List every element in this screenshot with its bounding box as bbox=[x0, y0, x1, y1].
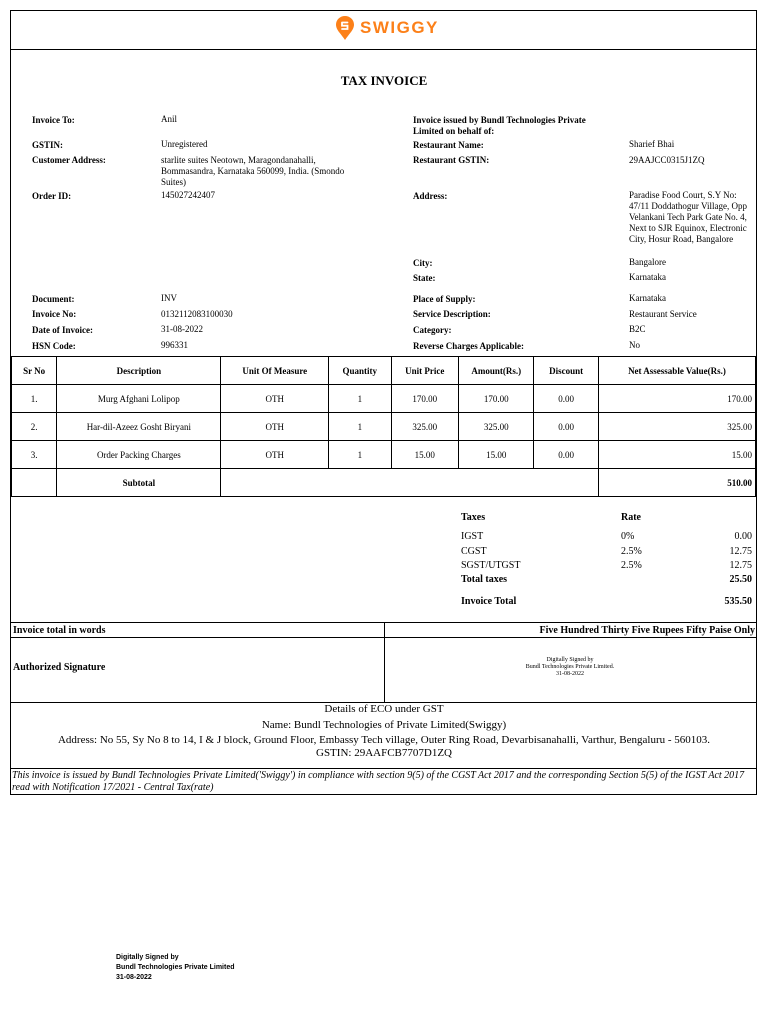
cell-unit: OTH bbox=[221, 385, 329, 413]
footer-sign-line-3: 31-08-2022 bbox=[116, 974, 152, 981]
table-row bbox=[12, 413, 756, 441]
left-label-2: Customer Address: bbox=[32, 155, 106, 165]
cell-description: Murg Afghani Lolipop bbox=[57, 385, 221, 413]
left-value-1: Unregistered bbox=[161, 139, 208, 149]
subtotal-empty bbox=[221, 469, 599, 497]
left-label-4: Document: bbox=[32, 294, 75, 304]
cell-description: Order Packing Charges bbox=[57, 441, 221, 469]
subtotal-row bbox=[12, 469, 756, 497]
header-net-value: Net Assessable Value(Rs.) bbox=[598, 357, 755, 385]
right-label-5: State: bbox=[413, 273, 436, 283]
footer-signature bbox=[116, 953, 235, 983]
words-label: Invoice total in words bbox=[13, 625, 106, 636]
table-row bbox=[12, 441, 756, 469]
right-value-6: Karnataka bbox=[629, 293, 666, 303]
tax-name-cgst: CGST bbox=[461, 546, 487, 557]
cell-net-value: 15.00 bbox=[598, 441, 755, 469]
invoice-total-label: Invoice Total bbox=[461, 596, 517, 607]
tax-rate-sgst: 2.5% bbox=[621, 560, 642, 571]
right-label-6: Place of Supply: bbox=[413, 294, 476, 304]
eco-name: Name: Bundl Technologies of Private Limited(Swiggy) bbox=[261, 719, 507, 731]
cell-sr-no: 2. bbox=[12, 413, 57, 441]
table-header-row bbox=[12, 357, 756, 385]
right-label-4: City: bbox=[413, 258, 433, 268]
right-label-7: Service Description: bbox=[413, 309, 491, 319]
tax-amount-igst: 0.00 bbox=[734, 531, 752, 542]
cell-net-value: 325.00 bbox=[598, 413, 755, 441]
brand-name: SWIGGY bbox=[360, 18, 439, 37]
right-value-2: 29AAJCC0315J1ZQ bbox=[629, 155, 705, 165]
left-value-7: 996331 bbox=[161, 340, 188, 350]
cell-amount: 15.00 bbox=[458, 441, 534, 469]
cell-net-value: 170.00 bbox=[598, 385, 755, 413]
left-value-4: INV bbox=[161, 293, 177, 303]
signature-stamp bbox=[490, 657, 650, 678]
cell-unit: OTH bbox=[221, 413, 329, 441]
tax-rate-cgst: 2.5% bbox=[621, 546, 642, 557]
right-value-4: Bangalore bbox=[629, 257, 666, 267]
header-unit: Unit Of Measure bbox=[221, 357, 329, 385]
cell-unit-price: 15.00 bbox=[391, 441, 458, 469]
header-amount: Amount(Rs.) bbox=[458, 357, 534, 385]
cell-amount: 325.00 bbox=[458, 413, 534, 441]
header-description: Description bbox=[57, 357, 221, 385]
table-row bbox=[12, 385, 756, 413]
disclaimer-text: This invoice is issued by Bundl Technologies Private Limited('Swiggy') in compliance with section 9(5) of the CGST Act 2017 and the corresponding Section 5(5) of the IGST Act 2017 read with Notification 17/2021 - Central Tax(rate) bbox=[12, 770, 745, 793]
total-taxes-value: 25.50 bbox=[729, 574, 752, 585]
right-label-0: Invoice issued by Bundl Technologies Private Limited on behalf of: bbox=[413, 115, 586, 136]
header-quantity: Quantity bbox=[329, 357, 391, 385]
right-value-9: No bbox=[629, 340, 640, 350]
tax-amount-sgst: 12.75 bbox=[729, 560, 752, 571]
footer-sign-line-1: Digitally Signed by bbox=[116, 954, 179, 961]
right-label-3: Address: bbox=[413, 191, 448, 201]
invoice-title: TAX INVOICE bbox=[340, 73, 428, 88]
signature-line-3: 31-08-2022 bbox=[556, 671, 584, 677]
header-discount: Discount bbox=[534, 357, 598, 385]
subtotal-value: 510.00 bbox=[598, 469, 755, 497]
cell-quantity: 1 bbox=[329, 385, 391, 413]
left-label-7: HSN Code: bbox=[32, 341, 76, 351]
tax-name-igst: IGST bbox=[461, 531, 484, 542]
eco-gstin: GSTIN: 29AAFCB7707D1ZQ bbox=[316, 747, 452, 759]
cell-unit-price: 325.00 bbox=[391, 413, 458, 441]
total-taxes-label: Total taxes bbox=[461, 574, 508, 585]
invoice-total-value: 535.50 bbox=[724, 596, 752, 607]
right-value-5: Karnataka bbox=[629, 272, 666, 282]
cell-unit-price: 170.00 bbox=[391, 385, 458, 413]
cell-discount: 0.00 bbox=[534, 441, 598, 469]
header-sr-no: Sr No bbox=[12, 357, 57, 385]
words-value: Five Hundred Thirty Five Rupees Fifty Paise Only bbox=[539, 625, 755, 636]
signature-line-1: Digitally Signed by bbox=[546, 657, 594, 663]
right-value-3: Paradise Food Court, S.Y No: 47/11 Doddathogur Village, Opp Velankani Tech Park Gate No. 4, Next to SJR Equinox, Electronic City, Hosur Road, Bangalore bbox=[629, 190, 747, 244]
tax-amount-cgst: 12.75 bbox=[729, 546, 752, 557]
cell-quantity: 1 bbox=[329, 441, 391, 469]
footer-sign-line-2: Bundl Technologies Private Limited bbox=[116, 964, 235, 971]
authorized-signature-label: Authorized Signature bbox=[13, 662, 106, 673]
left-value-6: 31-08-2022 bbox=[161, 324, 203, 334]
left-value-0: Anil bbox=[161, 114, 178, 124]
left-label-0: Invoice To: bbox=[32, 115, 75, 125]
words-center-divider bbox=[384, 622, 385, 702]
logo-divider bbox=[10, 49, 757, 50]
cell-amount: 170.00 bbox=[458, 385, 534, 413]
cell-sr-no: 1. bbox=[12, 385, 57, 413]
cell-discount: 0.00 bbox=[534, 413, 598, 441]
eco-address: Address: No 55, Sy No 8 to 14, I & J block, Ground Floor, Embassy Tech village, Outer Ring Road, Devarbisanahalli, Varthur, Bengaluru - 560103. bbox=[57, 734, 711, 746]
tax-name-sgst: SGST/UTGST bbox=[461, 560, 521, 571]
subtotal-spacer bbox=[12, 469, 57, 497]
left-value-5: 0132112083100030 bbox=[161, 309, 233, 319]
left-value-2: starlite suites Neotown, Maragondanahalli, Bommasandra, Karnataka 560099, India. (Smondo Suites) bbox=[161, 155, 345, 187]
right-value-1: Sharief Bhai bbox=[629, 139, 675, 149]
signature-line-2: Bundl Technologies Private Limited. bbox=[525, 664, 615, 670]
cell-discount: 0.00 bbox=[534, 385, 598, 413]
taxes-header-rate: Rate bbox=[621, 512, 641, 523]
swiggy-pin-icon bbox=[336, 16, 354, 40]
left-label-1: GSTIN: bbox=[32, 140, 64, 150]
left-label-5: Invoice No: bbox=[32, 309, 77, 319]
right-value-8: B2C bbox=[629, 324, 646, 334]
cell-sr-no: 3. bbox=[12, 441, 57, 469]
eco-heading: Details of ECO under GST bbox=[324, 703, 444, 715]
swiggy-logo bbox=[336, 16, 439, 40]
left-label-6: Date of Invoice: bbox=[32, 325, 93, 335]
tax-rate-igst: 0% bbox=[621, 531, 635, 542]
right-value-7: Restaurant Service bbox=[629, 309, 697, 319]
right-label-1: Restaurant Name: bbox=[413, 140, 484, 150]
taxes-header-label: Taxes bbox=[461, 512, 486, 523]
cell-quantity: 1 bbox=[329, 413, 391, 441]
subtotal-label: Subtotal bbox=[57, 469, 221, 497]
cell-description: Har-dil-Azeez Gosht Biryani bbox=[57, 413, 221, 441]
right-label-9: Reverse Charges Applicable: bbox=[413, 341, 524, 351]
items-table bbox=[11, 356, 756, 497]
disclaimer-top-divider bbox=[10, 768, 757, 769]
cell-unit: OTH bbox=[221, 441, 329, 469]
left-label-3: Order ID: bbox=[32, 191, 72, 201]
right-label-2: Restaurant GSTIN: bbox=[413, 155, 490, 165]
header-unit-price: Unit Price bbox=[391, 357, 458, 385]
left-value-3: 145027242407 bbox=[161, 190, 215, 200]
right-label-8: Category: bbox=[413, 325, 452, 335]
